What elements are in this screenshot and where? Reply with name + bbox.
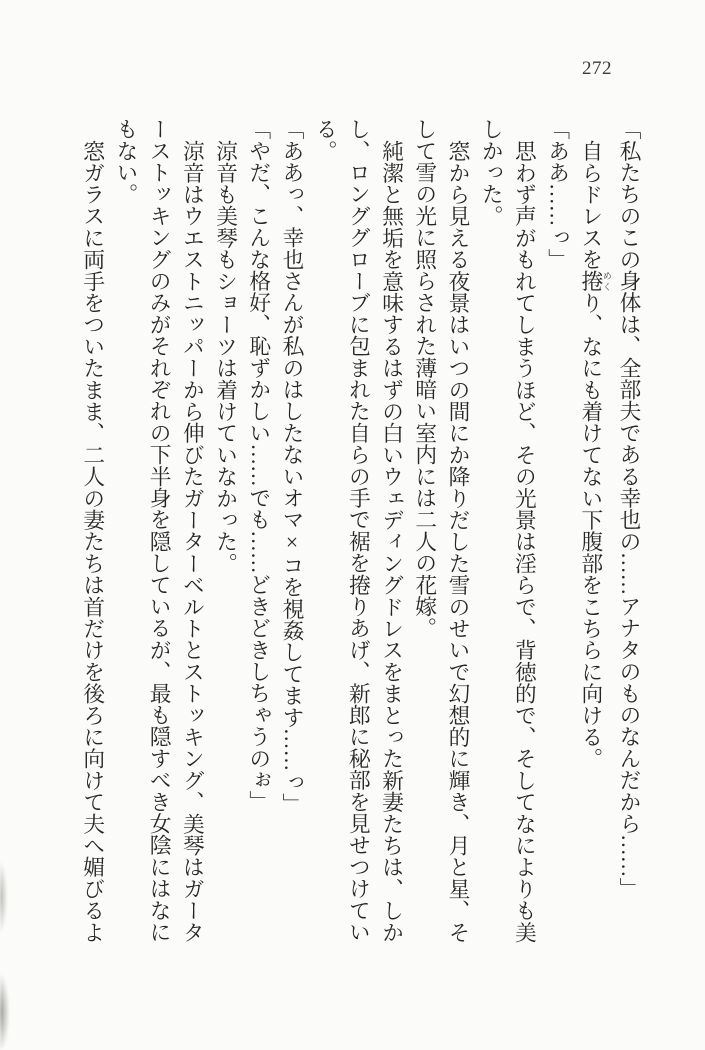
text-line: もない。 — [113, 118, 138, 205]
text-block — [76, 118, 645, 945]
text-line: 「やだ、こんな格好、恥ずかしい……でも……どきどきしちゃうのぉ」 — [246, 118, 271, 813]
text-line: 純潔と無垢を意味するはずの白いウェディングドレスをまとった新妻たちは、しか — [379, 139, 404, 943]
text-line: 「私たちのこの身体は、全部夫である幸也の……アナタのものなんだから……」 — [617, 118, 641, 900]
text-line: 涼音も美琴もショーツは着けていなかった。 — [213, 139, 238, 574]
scan-artifact — [0, 862, 7, 932]
text-line: ーストッキングのみがそれぞれの下半身を隠しているが、最も隠すべき女陰にはなに — [147, 118, 172, 943]
text-line: 窓ガラスに両手をついたまま、二人の妻たちは首だけを後ろに向けて夫へ媚びるよ — [80, 139, 105, 943]
ruby-annotated-text: 捲 めく — [578, 269, 612, 292]
text-line: して雪の光に照らされた薄暗い室内には二人の花嫁。 — [412, 118, 437, 639]
text-line: る。 — [313, 118, 338, 162]
text-line: 「ああっ、幸也さんが私のはしたないオマ×コを視姦してます……っ」 — [279, 118, 304, 815]
text-line: 涼音はウエストニッパーから伸びたガーターベルトとストッキング、美琴はガータ — [180, 139, 205, 943]
text-line: し、ロンググローブに包まれた自らの手で裾を捲りあげ、新郎に秘部を見せつけてい — [346, 118, 371, 943]
text-line: 思わず声がもれてしまうほど、その光景は淫らで、背徳的で、そしてなによりも美 — [512, 139, 537, 943]
scan-artifact — [0, 975, 9, 1050]
text-line: 自らドレスを捲 めくり、なにも着けてない下腹部をこちらに向ける。 — [578, 139, 612, 769]
page-number: 272 — [582, 58, 612, 79]
text-line: しかった。 — [479, 118, 504, 227]
text-line: 窓から見える夜景はいつの間にか降りだした雪のせいで幻想的に輝き、月と星、そ — [445, 139, 470, 943]
text-line: 「ああ……っ」 — [545, 118, 570, 270]
